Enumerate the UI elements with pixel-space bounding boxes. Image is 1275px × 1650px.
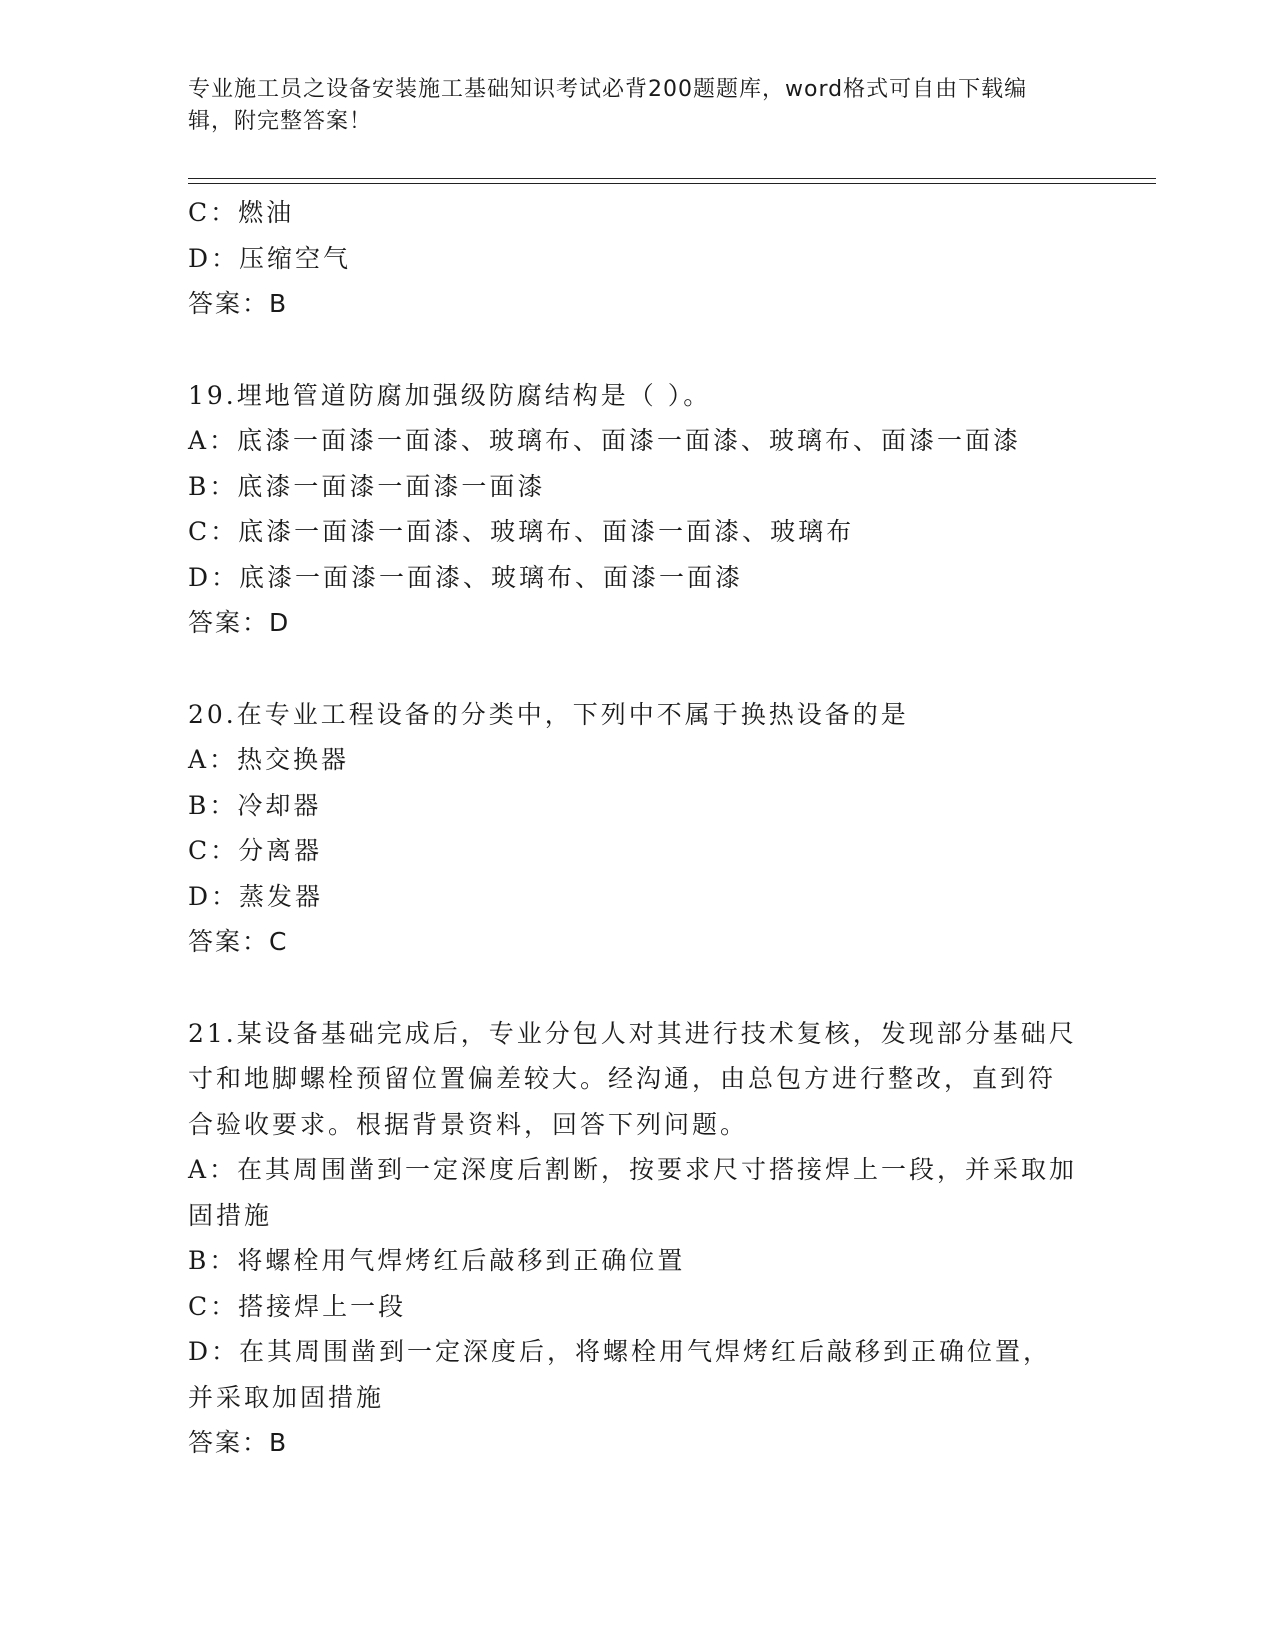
document-body [188, 190, 1088, 1466]
answer: 答案：B [188, 1428, 289, 1457]
option-b: B：底漆一面漆一面漆一面漆 [188, 471, 546, 501]
option-a: A：底漆一面漆一面漆、玻璃布、面漆一面漆、玻璃布、面漆一面漆 [188, 426, 1022, 455]
option-d: D：蒸发器 [188, 881, 324, 911]
document-header: 专业施工员之设备安装施工基础知识考试必背200题题库，word格式可自由下载编辑，附完整答案！ [188, 77, 1028, 134]
option-d: D：在其周围凿到一定深度后，将螺栓用气焊烤红后敲移到正确位置，并采取加固措施 [188, 1337, 1052, 1412]
question-19 [188, 373, 1088, 646]
option-c: C：搭接焊上一段 [188, 1291, 407, 1321]
answer: 答案：C [188, 927, 289, 956]
option-b: B：冷却器 [188, 790, 322, 820]
option-c: C：燃油 [188, 198, 295, 227]
question-stem: 20.在专业工程设备的分类中，下列中不属于换热设备的是 [188, 699, 909, 729]
header-rule-bottom [188, 183, 1156, 184]
answer: 答案：D [188, 608, 291, 637]
question-20 [188, 692, 1088, 965]
header-rule-top [188, 178, 1156, 179]
option-c: C：底漆一面漆一面漆、玻璃布、面漆一面漆、玻璃布 [188, 517, 855, 546]
question-stem: 19.埋地管道防腐加强级防腐结构是（ ）。 [188, 380, 712, 410]
option-a: A：热交换器 [188, 745, 350, 774]
question-21 [188, 1011, 1088, 1466]
option-d: D：压缩空气 [188, 243, 352, 273]
option-c: C：分离器 [188, 836, 323, 865]
question-stem: 21.某设备基础完成后，专业分包人对其进行技术复核，发现部分基础尺寸和地脚螺栓预留位置偏差较大。经沟通，由总包方进行整改，直到符合验收要求。根据背景资料，回答下列问题。 [188, 1018, 1077, 1139]
option-d: D：底漆一面漆一面漆、玻璃布、面漆一面漆 [188, 562, 744, 592]
option-b: B：将螺栓用气焊烤红后敲移到正确位置 [188, 1246, 686, 1275]
question-18-tail [188, 190, 1088, 327]
answer: 答案：B [188, 289, 289, 318]
option-a: A：在其周围凿到一定深度后割断，按要求尺寸搭接焊上一段，并采取加固措施 [188, 1155, 1078, 1230]
